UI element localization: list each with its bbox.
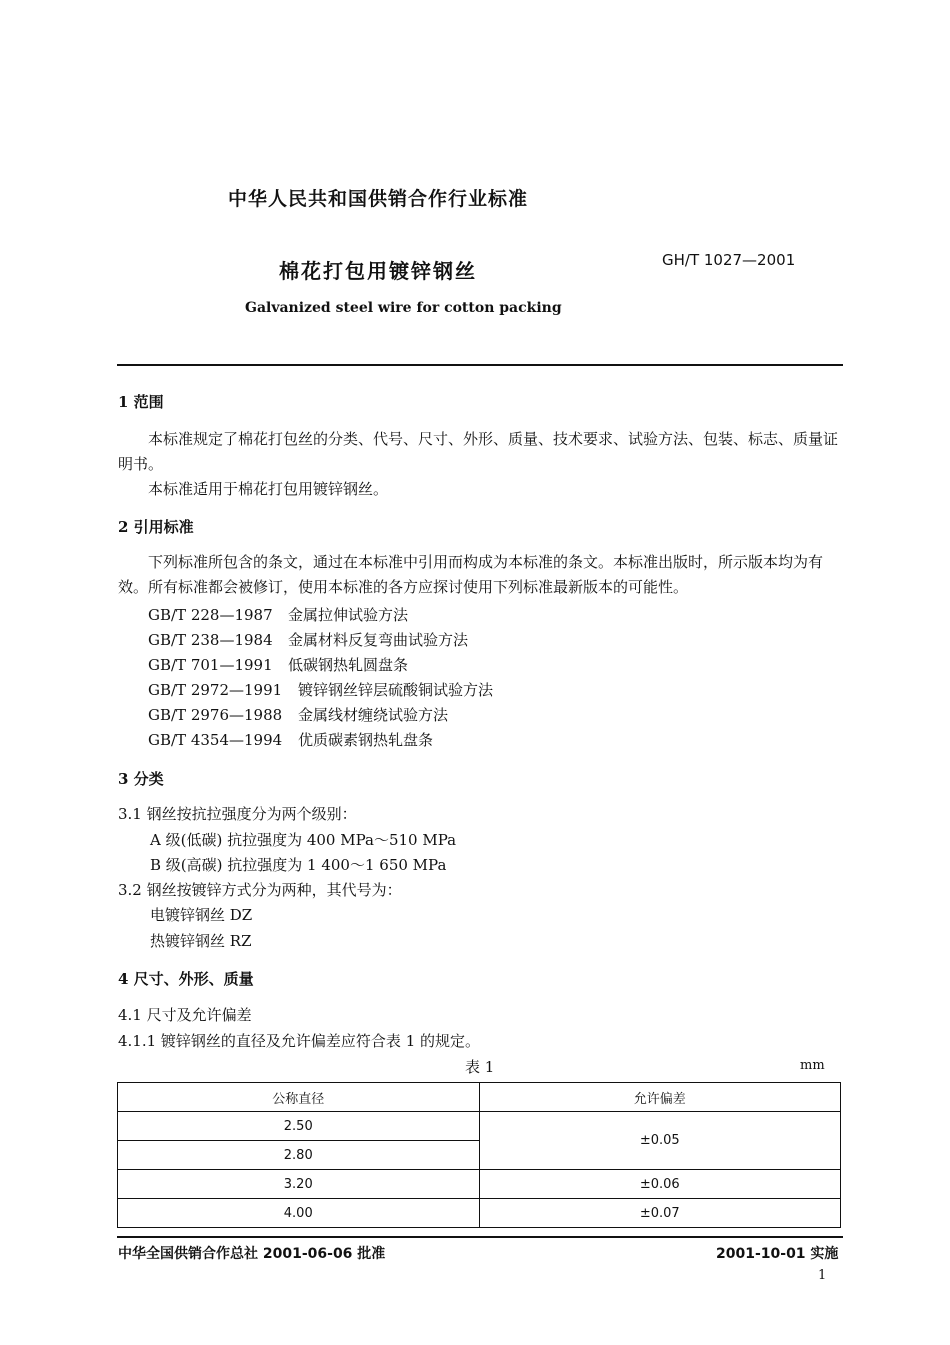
header-rule bbox=[117, 364, 843, 366]
section-2-paragraph-1: 下列标准所包含的条文，通过在本标准中引用而构成为本标准的条文。本标准出版时，所示版本均为有效。所有标准都会被修订，使用本标准的各方应探讨使用下列标准最新版本的可能性。 bbox=[118, 553, 824, 596]
reference-item bbox=[148, 728, 493, 753]
section-1-paragraph-2: 本标准适用于棉花打包用镀锌钢丝。 bbox=[148, 480, 389, 498]
diameter-cell: 2.80 bbox=[118, 1141, 480, 1170]
table-header-row bbox=[118, 1083, 841, 1112]
reference-title: 低碳钢热轧圆盘条 bbox=[288, 656, 409, 674]
reference-item bbox=[148, 603, 493, 628]
grade-a-line: A 级(低碳) 抗拉强度为 400 MPa～510 MPa bbox=[150, 831, 457, 849]
table-row bbox=[118, 1199, 841, 1228]
section-1-paragraph-1: 本标准规定了棉花打包丝的分类、代号、尺寸、外形、质量、技术要求、试验方法、包装、标志、质量证明书。 bbox=[118, 430, 839, 473]
page-number: 1 bbox=[818, 1268, 827, 1283]
section-1-heading: 1 范围 bbox=[118, 393, 164, 411]
tolerance-cell: ±0.05 bbox=[479, 1112, 841, 1170]
doc-title: 棉花打包用镀锌钢丝 bbox=[279, 259, 477, 283]
section-2-heading: 2 引用标准 bbox=[118, 518, 194, 536]
reference-code: GB/T 228—1987 bbox=[148, 606, 273, 624]
reference-code: GB/T 4354—1994 bbox=[148, 731, 283, 749]
clause-3-1: 3.1 钢丝按抗拉强度分为两个级别： bbox=[118, 805, 357, 823]
table-row bbox=[118, 1170, 841, 1199]
table-row bbox=[118, 1112, 841, 1141]
reference-title: 镀锌钢丝锌层硫酸铜试验方法 bbox=[298, 681, 494, 699]
reference-item bbox=[148, 678, 493, 703]
reference-item bbox=[148, 628, 493, 653]
code-dz-line: 电镀锌钢丝 DZ bbox=[150, 906, 253, 924]
reference-item bbox=[148, 703, 493, 728]
reference-title: 金属拉伸试验方法 bbox=[288, 606, 409, 624]
header-cell-tolerance: 允许偏差 bbox=[479, 1083, 841, 1112]
standard-code: GH/T 1027—2001 bbox=[662, 251, 796, 269]
reference-list bbox=[148, 603, 493, 753]
org-title: 中华人民共和国供销合作行业标准 bbox=[228, 188, 529, 210]
code-rz-line: 热镀锌钢丝 RZ bbox=[150, 932, 252, 950]
diameter-cell: 3.20 bbox=[118, 1170, 480, 1199]
table-caption: 表 1 bbox=[465, 1058, 495, 1076]
clause-4-1-1: 4.1.1 镀锌钢丝的直径及允许偏差应符合表 1 的规定。 bbox=[118, 1032, 481, 1050]
table-unit: mm bbox=[800, 1058, 825, 1073]
reference-item bbox=[148, 653, 493, 678]
section-3-heading: 3 分类 bbox=[118, 770, 164, 788]
diameter-tolerance-table bbox=[117, 1082, 841, 1228]
footer-rule bbox=[117, 1236, 843, 1238]
approval-line: 中华全国供销合作总社 2001-06-06 批准 bbox=[118, 1246, 386, 1262]
tolerance-cell: ±0.06 bbox=[479, 1170, 841, 1199]
reference-code: GB/T 701—1991 bbox=[148, 656, 273, 674]
reference-title: 金属线材缠绕试验方法 bbox=[298, 706, 449, 724]
reference-code: GB/T 238—1984 bbox=[148, 631, 273, 649]
reference-title: 金属材料反复弯曲试验方法 bbox=[288, 631, 469, 649]
clause-3-2: 3.2 钢丝按镀锌方式分为两种，其代号为： bbox=[118, 881, 402, 899]
section-4-heading: 4 尺寸、外形、质量 bbox=[118, 970, 254, 988]
reference-title: 优质碳素钢热轧盘条 bbox=[298, 731, 434, 749]
reference-code: GB/T 2976—1988 bbox=[148, 706, 283, 724]
diameter-cell: 2.50 bbox=[118, 1112, 480, 1141]
section-2-body bbox=[118, 550, 843, 600]
english-title: Galvanized steel wire for cotton packing bbox=[245, 300, 562, 316]
header-cell-diameter: 公称直径 bbox=[118, 1083, 480, 1112]
implementation-line: 2001-10-01 实施 bbox=[716, 1246, 839, 1262]
section-1-body bbox=[118, 427, 843, 502]
tolerance-cell: ±0.07 bbox=[479, 1199, 841, 1228]
reference-code: GB/T 2972—1991 bbox=[148, 681, 283, 699]
clause-4-1: 4.1 尺寸及允许偏差 bbox=[118, 1006, 252, 1024]
grade-b-line: B 级(高碳) 抗拉强度为 1 400～1 650 MPa bbox=[150, 856, 447, 874]
diameter-cell: 4.00 bbox=[118, 1199, 480, 1228]
